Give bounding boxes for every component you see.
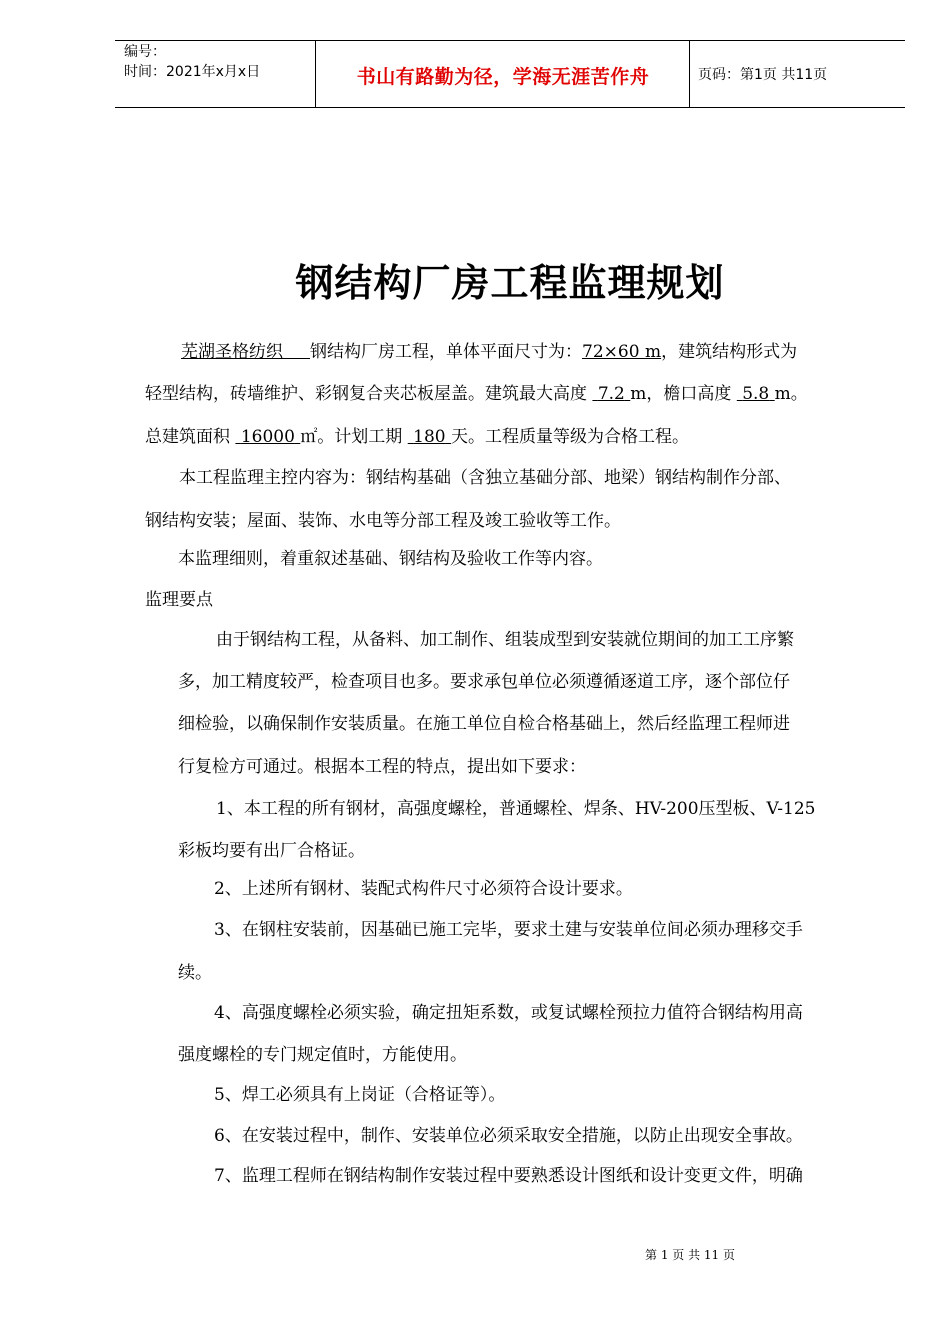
scope-line-1: 本工程监理主控内容为：钢结构基础（含独立基础分部、地梁）钢结构制作分部、 xyxy=(179,468,791,488)
section-line-2: 多，加工精度较严，检查项目也多。要求承包单位必须遵循逐道工序，逐个部位仔 xyxy=(178,672,790,692)
section-line-4: 行复检方可通过。根据本工程的特点，提出如下要求： xyxy=(178,757,586,777)
intro-text-3-tail: 天。工程质量等级为合格工程。 xyxy=(450,427,689,447)
header-page-info: 页码：第1页 共11页 xyxy=(698,67,828,83)
requirement-1-line-1: 1、本工程的所有钢材，高强度螺栓，普通螺栓、焊条、HV-200压型板、V-125 xyxy=(216,799,816,819)
intro-text-2-mid: m，檐口高度 xyxy=(630,384,732,404)
requirement-1-line-2: 彩板均要有出厂合格证。 xyxy=(178,841,365,861)
header-number-label: 编号： xyxy=(124,44,166,60)
requirement-3-line-2: 续。 xyxy=(178,963,212,983)
intro-text-2: 轻型结构，砖墙维护、彩钢复合夹芯板屋盖。建筑最大高度 xyxy=(145,384,587,404)
requirement-4-line-2: 强度螺栓的专门规定值时，方能使用。 xyxy=(178,1045,467,1065)
intro-line-3 xyxy=(145,425,689,449)
project-name: 芜湖圣格纺织 xyxy=(181,342,283,362)
requirement-7-line-1: 7、监理工程师在钢结构制作安装过程中要熟悉设计图纸和设计变更文件，明确 xyxy=(214,1166,803,1186)
header-top-rule xyxy=(115,40,905,41)
requirement-6: 6、在安装过程中，制作、安装单位必须采取安全措施，以防止出现安全事故。 xyxy=(214,1126,803,1146)
area-value: 16000 xyxy=(240,427,295,447)
header-motto: 书山有路勤为径，学海无涯苦作舟 xyxy=(356,66,650,88)
max-height-value: 7.2 xyxy=(597,384,625,404)
dimension-value: 72×60 m xyxy=(582,342,662,362)
intro-text-3: 总建筑面积 xyxy=(145,427,230,447)
intro-text-1: 钢结构厂房工程，单体平面尺寸为： xyxy=(310,342,583,362)
section-heading: 监理要点 xyxy=(145,590,213,610)
requirement-2: 2、上述所有钢材、装配式构件尺寸必须符合设计要求。 xyxy=(214,879,633,899)
header-time-label: 时间：2021年x月x日 xyxy=(124,64,261,80)
requirement-4-line-1: 4、高强度螺栓必须实验，确定扭矩系数，或复试螺栓预拉力值符合钢结构用高 xyxy=(214,1003,803,1023)
intro-text-1-tail: ，建筑结构形式为 xyxy=(661,342,798,362)
requirement-3-line-1: 3、在钢柱安装前，因基础已施工完毕，要求土建与安装单位间必须办理移交手 xyxy=(214,920,803,940)
intro-text-3-mid: ㎡。计划工期 xyxy=(300,427,403,447)
requirement-5: 5、焊工必须具有上岗证（合格证等）。 xyxy=(214,1085,506,1105)
intro-line-2 xyxy=(145,382,808,406)
scope-line-2: 钢结构安装；屋面、装饰、水电等分部工程及竣工验收等工作。 xyxy=(145,511,621,531)
page-footer: 第 1 页 共 11 页 xyxy=(645,1248,735,1262)
duration-value: 180 xyxy=(413,427,446,447)
focus-paragraph: 本监理细则，着重叙述基础、钢结构及验收工作等内容。 xyxy=(178,549,603,569)
document-title: 钢结构厂房工程监理规划 xyxy=(295,261,725,305)
intro-text-2-tail: m。 xyxy=(774,384,808,404)
header-meta xyxy=(124,42,260,82)
section-line-1: 由于钢结构工程，从备料、加工制作、组装成型到安装就位期间的加工工序繁 xyxy=(216,630,794,650)
header-bottom-rule xyxy=(115,107,905,108)
eave-height-value: 5.8 xyxy=(742,384,770,404)
section-line-3: 细检验，以确保制作安装质量。在施工单位自检合格基础上，然后经监理工程师进 xyxy=(178,714,790,734)
intro-line-1 xyxy=(181,340,797,364)
